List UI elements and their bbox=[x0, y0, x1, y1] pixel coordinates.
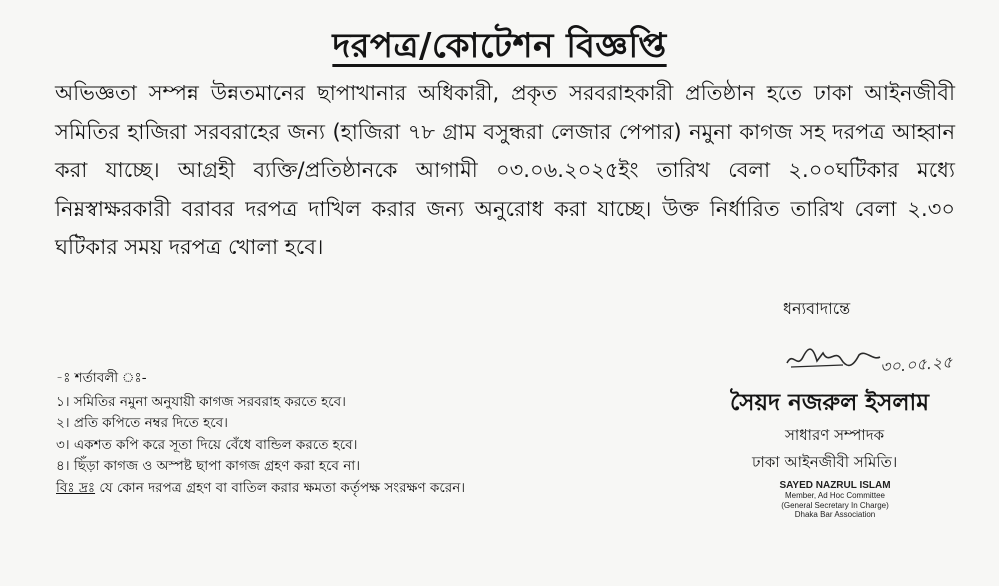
term-item: ৪। ছিঁড়া কাগজ ও অস্পষ্ট ছাপা কাগজ গ্রহণ করা হবে না। bbox=[56, 458, 361, 474]
seal-line: Member, Ad Hoc Committee bbox=[784, 491, 886, 500]
notice-title: দরপত্র/কোটেশন বিজ্ঞপ্তি bbox=[332, 26, 667, 66]
signer-organization: ঢাকা আইনজীবী সমিতি। bbox=[752, 453, 898, 471]
seal-line: (General Secretary In Charge) bbox=[781, 500, 889, 510]
signature-date: ৩০.০৫.২৫ bbox=[879, 352, 954, 377]
note-label: বিঃ দ্রঃ bbox=[56, 479, 96, 496]
notice-body: অভিজ্ঞতা সম্পন্ন উন্নতমানের ছাপাখানার অধিকারী, প্রকৃত সরবরাহকারী প্রতিষ্ঠান হতে ঢাকা আইনজীবী সমিতির হাজিরা সরবরাহের জন্য (হাজিরা ৭৮ গ্রাম বসুন্ধরা লেজার পেপার) নমুনা কাগজ সহ দরপত্র আহ্বান করা যাচ্ছে। আগ্রহী ব্যক্তি/প্রতিষ্ঠানকে আগামী ০৩.০৬.২০২৫ইং তারিখ বেলা ২.০০ঘটিকার মধ্যে নিম্নস্বাক্ষরকারী বরাবর দরপত্র দাখিল করার জন্য অনুরোধ করা যাচ্ছে। উক্ত নির্ধারিত তারিখ বেলা ২.৩০ ঘটিকার সময় দরপত্র খোলা হবে। bbox=[55, 81, 955, 259]
term-item: ১। সমিতির নমুনা অনুযায়ী কাগজ সরবরাহ করতে হবে। bbox=[56, 393, 346, 410]
official-seal bbox=[760, 480, 910, 520]
term-item: ২। প্রতি কপিতে নম্বর দিতে হবে। bbox=[56, 415, 228, 431]
seal-line: Dhaka Bar Association bbox=[794, 510, 876, 519]
note-text: যে কোন দরপত্র গ্রহণ বা বাতিল করার ক্ষমতা কর্তৃপক্ষ সংরক্ষণ করেন। bbox=[95, 479, 466, 496]
signer-name: সৈয়দ নজরুল ইসলাম bbox=[730, 390, 929, 416]
handwritten-signature bbox=[783, 343, 883, 373]
term-item: ৩। একশত কপি করে সূতা দিয়ে বেঁধে বান্ডিল করতে হবে। bbox=[56, 436, 358, 453]
terms-section bbox=[56, 368, 616, 499]
seal-name: SAYED NAZRUL ISLAM bbox=[779, 480, 891, 491]
signer-role: সাধারণ সম্পাদক bbox=[785, 426, 885, 444]
closing-thanks: ধন্যবাদান্তে bbox=[783, 299, 851, 318]
terms-title: -ঃ শর্তাবলী ঃ- bbox=[56, 370, 147, 386]
terms-note bbox=[56, 478, 616, 500]
